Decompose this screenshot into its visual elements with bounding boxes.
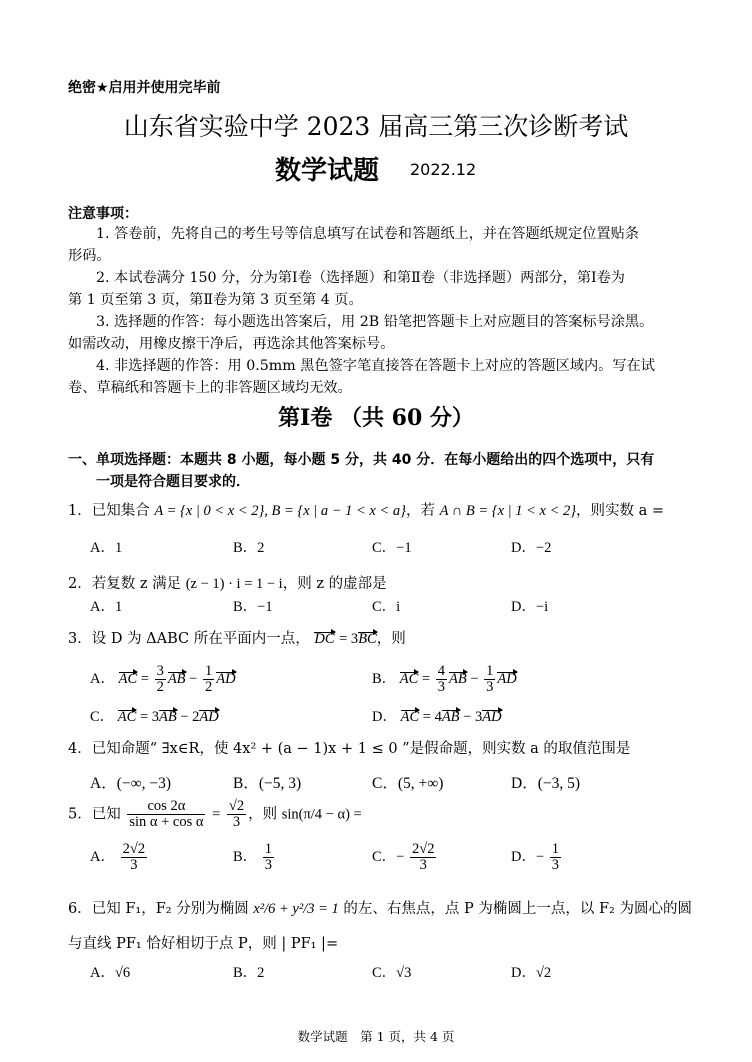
denominator: 2 (204, 679, 213, 696)
q1-prefix: 1．已知集合 (68, 503, 150, 519)
vector-ad: AD (199, 709, 219, 725)
denominator: 3 (130, 857, 138, 874)
q6-option-b: B．2 (233, 965, 265, 981)
coefficient: 3 (474, 709, 483, 725)
option-label: B． (372, 671, 397, 688)
q1-mid: ，若 (405, 503, 435, 519)
notes-heading: 注意事项： (68, 206, 138, 222)
option-label: C． (372, 849, 397, 866)
fraction (121, 842, 147, 873)
numerator: √2 (228, 798, 245, 814)
note-line: 2. 本试卷满分 150 分，分为第Ⅰ卷（选择题）和第Ⅱ卷（非选择题）两部分，第Ⅰ卷为 (96, 270, 625, 286)
q3-option-d: D． AC = 4AB − 3AD (372, 709, 502, 725)
vector-dc: DC (314, 631, 335, 647)
q2-option-c: C．i (372, 599, 401, 615)
subject-title: 数学试题 (275, 156, 380, 186)
vector-ac: AC (118, 671, 138, 688)
q3-text-b: ，则 (376, 631, 406, 647)
q3-option-a: A． AC = $\frac{3}{2}$ AB − $\frac{1}{2}$ AD (90, 663, 236, 696)
minus-sign: − (396, 849, 405, 866)
q5-option-d (511, 842, 563, 873)
vector-ab: AB (167, 671, 186, 688)
note-line: 如需改动，用橡皮擦干净后，再选涂其他答案标号。 (68, 336, 395, 352)
q1-option-a: A．1 (90, 540, 123, 556)
q4-option-a: A．(−∞, −3) (90, 775, 172, 792)
minus-sign: − (535, 849, 545, 866)
question-6 (68, 897, 692, 918)
question-4: 4．已知命题“ ∃x∈R，使 4x² + (a − 1)x + 1 ≤ 0 ”是假命题，则实数 a 的取值范围是 (68, 741, 631, 757)
vector-ac: AC (117, 709, 137, 725)
denominator: 2 (156, 679, 164, 696)
q1-intersection: A ∩ B = {x | 1 < x < 2} (439, 503, 577, 519)
q3-option-c: C． AC = 3AB − 2AD (90, 709, 219, 725)
confidential-label: 绝密★启用并使用完毕前 (68, 80, 221, 96)
q3-text-a: 3．设 D 为 ΔABC 所在平面内一点， (68, 631, 310, 647)
q5-option-b (233, 842, 276, 873)
vector-ac: AC (400, 709, 420, 725)
page-footer: 数学试题 第 1 页，共 4 页 (297, 1029, 455, 1044)
q6-option-d: D．√2 (511, 965, 552, 981)
q2-option-b: B．−1 (233, 599, 273, 615)
numerator: 1 (486, 663, 494, 679)
note-line: 1. 答卷前，先将自己的考生号等信息填写在试卷和答题纸上，并在答题纸规定位置贴条 (96, 226, 639, 242)
fraction (227, 799, 246, 830)
numerator: 1 (204, 663, 213, 679)
numerator: 4 (437, 663, 446, 679)
option-label: C． (90, 709, 115, 725)
q5-mid: ，则 (248, 806, 278, 823)
fraction (127, 799, 205, 830)
q2-option-a: A．1 (90, 599, 123, 615)
denominator: 3 (232, 814, 241, 831)
option-label: D． (372, 709, 397, 725)
q3-option-b: B． AC = $\frac{4}{3}$ AB − $\frac{1}{3}$ AD (372, 663, 517, 696)
option-label: A． (90, 671, 115, 688)
denominator: 3 (437, 679, 446, 696)
q6-text-b: 的左、右焦点，点 P 为椭圆上一点，以 F₂ 为圆心的圆 (343, 901, 692, 917)
fraction (436, 664, 447, 695)
exam-date: 2022.12 (410, 160, 477, 179)
numerator: cos 2α (127, 799, 205, 815)
denominator: 3 (264, 857, 273, 874)
question-3 (68, 627, 406, 648)
vector-ad: AD (482, 709, 502, 725)
section-heading: 一、单项选择题：本题共 8 小题，每小题 5 分，共 40 分．在每小题给出的四个选项中，只有 (68, 452, 655, 468)
numerator: 3 (156, 663, 164, 679)
note-line: 第 1 页至第 3 页，第Ⅱ卷为第 3 页至第 4 页。 (68, 292, 363, 308)
fraction (410, 842, 436, 873)
vector-ab: AB (159, 709, 177, 725)
q4-option-c: C．(5, +∞) (372, 775, 444, 792)
q4-option-d: D．(−3, 5) (511, 775, 581, 792)
denominator: 3 (486, 679, 494, 696)
q4-option-b: B．(−5, 3) (233, 775, 302, 792)
vector-ab: AB (449, 671, 467, 688)
vector-ad: AD (216, 671, 236, 688)
coefficient: 4 (434, 709, 442, 725)
fraction (263, 842, 274, 873)
option-label: B． (233, 849, 258, 866)
numerator: 1 (264, 841, 273, 857)
q1-sets: A = {x | 0 < x < 2}, B = {x | a − 1 < x < a} (154, 503, 406, 519)
school-title: 山东省实验中学 2023 届高三第三次诊断考试 (123, 112, 629, 141)
fraction (484, 664, 495, 695)
q3-eq: = 3 (339, 631, 359, 647)
question-1 (68, 499, 664, 520)
q2-text-a: 2．若复数 z 满足 (68, 576, 182, 592)
numerator: 2√2 (122, 841, 146, 857)
q5-option-c (372, 842, 438, 873)
volume-title: 第Ⅰ卷 （共 60 分） (278, 405, 474, 431)
q5-ask: sin(π/4 − α) = (281, 806, 362, 823)
fraction (203, 664, 214, 695)
ellipse-equation: x²/6 + y²/3 = 1 (253, 901, 339, 917)
numerator: 2√2 (411, 841, 435, 857)
section-heading-cont: 一项是符合题目要求的． (96, 474, 250, 490)
note-line: 形码。 (68, 248, 111, 264)
question-6-line2: 与直线 PF₁ 恰好相切于点 P，则 | PF₁ |= (68, 936, 339, 952)
q6-option-a: A．√6 (90, 965, 131, 981)
note-line: 卷、草稿纸和答题卡上的非答题区域均无效。 (68, 380, 352, 396)
coefficient: 2 (192, 709, 200, 725)
denominator: 3 (551, 857, 560, 874)
q1-option-b: B．2 (233, 540, 265, 556)
q1-suffix: ，则实数 a = (576, 503, 665, 519)
question-2 (68, 572, 387, 593)
q1-option-d: D．−2 (511, 540, 552, 556)
q2-text-b: ，则 z 的虚部是 (282, 576, 387, 592)
fraction (550, 842, 561, 873)
q2-option-d: D．−i (511, 599, 549, 615)
vector-bc: BC (358, 631, 377, 647)
fraction (155, 664, 166, 695)
q1-option-c: C．−1 (372, 540, 412, 556)
note-line: 3. 选择题的作答：每小题选出答案后，用 2B 铅笔把答题卡上对应题目的答案标号涂黑。 (96, 314, 654, 330)
vector-ac: AC (399, 671, 419, 688)
q6-option-c: C．√3 (372, 965, 412, 981)
question-5: 5．已知 $\frac{\cos 2\alpha}{\text{sin α + cos α}}$ = $\frac{√2}{3}$ ，则 sin(π/4 − α) = (68, 798, 362, 831)
note-line: 4. 非选择题的作答：用 0.5mm 黑色签字笔直接答在答题卡上对应的答题区域内。写在试 (96, 358, 655, 374)
denominator: sin α + cos α (129, 814, 204, 831)
numerator: 1 (551, 841, 560, 857)
coefficient: 3 (151, 709, 160, 725)
denominator: 3 (419, 857, 427, 874)
vector-ab: AB (441, 709, 460, 725)
q6-text-a: 6．已知 F₁，F₂ 分别为椭圆 (68, 901, 249, 917)
q5-prefix: 5．已知 (68, 806, 121, 823)
q5-option-a (90, 842, 149, 873)
option-label: A． (90, 849, 115, 866)
q2-expr: (z − 1) · i = 1 − i (185, 576, 283, 592)
vector-ad: AD (497, 671, 517, 688)
option-label: D． (511, 849, 536, 866)
